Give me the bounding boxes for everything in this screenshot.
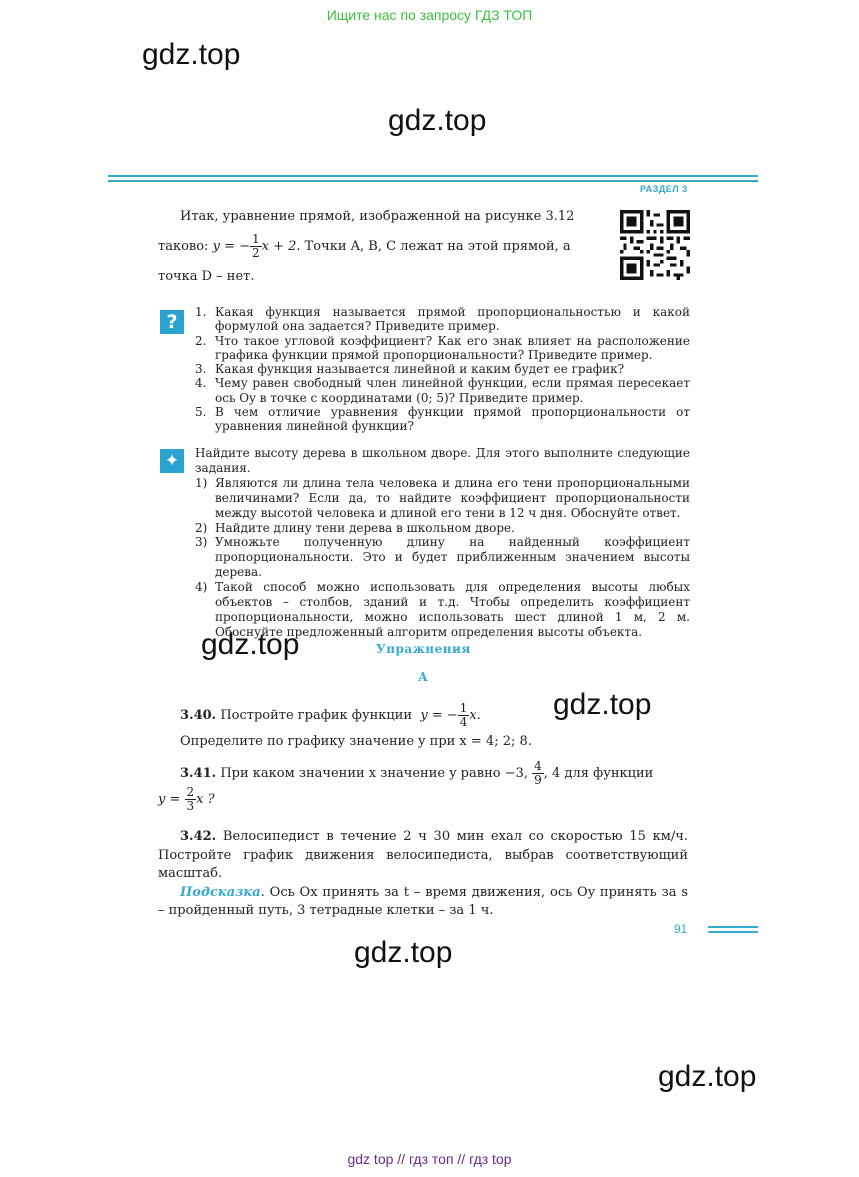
intro-paragraph <box>158 202 610 292</box>
list-item <box>195 535 690 580</box>
item-text: Чему равен свободный член линейной функции, если прямая пересекает ось Oy в точке с координатами (0; 5)? Приведите пример. <box>215 376 690 405</box>
item-number: 2. <box>195 333 207 348</box>
item-text: Найдите длину тени дерева в школьном дворе. <box>215 520 515 535</box>
exercise-3-42 <box>158 828 688 921</box>
header-rule <box>108 175 758 177</box>
intro-line-3: точка D – нет. <box>158 269 255 284</box>
list-item <box>195 405 690 434</box>
watermark: gdz.top <box>553 688 652 721</box>
list-item <box>195 476 690 521</box>
list-item <box>195 362 690 376</box>
exercise-number: 3.42. <box>180 829 217 844</box>
section-tag: РАЗДЕЛ 3 <box>640 184 688 194</box>
exercises-heading: Упражнения <box>376 642 471 656</box>
exercise-3-40-line2: Определите по графику значение y при x = 4; 2; 8. <box>180 734 532 749</box>
header-rule <box>108 180 758 182</box>
equation: x. <box>469 708 481 723</box>
footer-rule <box>708 926 758 928</box>
item-number: 5. <box>195 405 207 420</box>
level-label: А <box>418 670 429 684</box>
item-text: Являются ли длина тела человека и длина его тени пропорциональными величинами? Если да, то найдите коэффициент пропорциональности между высотой человека и длиной его тени в 12 ч дня. Обоснуйте ответ. <box>215 475 690 520</box>
fraction <box>458 702 470 729</box>
footer-rule <box>708 931 758 933</box>
numerator: 4 <box>534 759 542 773</box>
exercise-3-40 <box>180 702 481 729</box>
numerator: 2 <box>186 785 195 799</box>
intro-text: таково: <box>158 239 209 254</box>
item-number: 3. <box>195 362 207 377</box>
exercise-text: Велосипедист в течение 2 ч 30 мин ехал со скоростью 15 км/ч. Постройте график движения велосипедиста, выбрав соответствующий масштаб. <box>158 829 688 881</box>
exercise-number: 3.41. <box>180 766 217 781</box>
item-number: 4) <box>195 580 208 595</box>
equation: y = − <box>420 708 458 723</box>
item-text: В чем отличие уравнения функции прямой пропорциональности от уравнения линейной функции? <box>215 405 690 434</box>
equation: y = <box>158 792 181 807</box>
exercise-text: , 4 для функции <box>543 766 654 781</box>
fraction <box>250 233 262 260</box>
exercise-text: Постройте график функции <box>220 708 413 723</box>
item-number: 4. <box>195 376 207 391</box>
task-intro: Найдите высоту дерева в школьном дворе. Для этого выполните следующие задания. <box>195 446 690 475</box>
exercise-text: При каком значении x значение y равно −3, <box>220 766 528 781</box>
intro-text: . Точки A, B, C лежат на этой прямой, а <box>296 239 571 254</box>
item-number: 1. <box>195 305 207 319</box>
list-item <box>195 334 690 363</box>
fraction <box>532 760 544 787</box>
questions-list <box>195 305 690 434</box>
equation: x + 2 <box>261 239 297 254</box>
item-number: 3) <box>195 535 208 550</box>
denominator: 9 <box>534 773 542 787</box>
watermark: gdz.top <box>658 1060 757 1093</box>
watermark: gdz.top <box>388 104 487 137</box>
item-text: Какая функция называется линейной и каким будет ее график? <box>215 362 625 377</box>
hint-label: Подсказка <box>180 884 261 900</box>
item-number: 1) <box>195 475 208 490</box>
question-icon: ? <box>160 310 184 334</box>
denominator: 3 <box>186 799 195 813</box>
page-number: 91 <box>674 922 688 936</box>
watermark: gdz.top <box>201 628 300 661</box>
numerator: 1 <box>251 232 260 246</box>
denominator: 4 <box>459 715 468 729</box>
item-text: Умножьте полученную длину на найденный коэффициент пропорциональности. Это и будет приближенным значением высоты дерева. <box>215 535 690 580</box>
hint-text: . Ось Ox принять за t – время движения, ось Oy принять за s – пройденный путь, 3 тетрадные клетки – за 1 ч. <box>158 884 688 918</box>
list-item <box>195 521 690 536</box>
fraction <box>185 786 197 813</box>
bottom-banner[interactable]: gdz top // гдз топ // гдз top <box>347 1151 512 1167</box>
equation: x ? <box>196 792 215 807</box>
intro-line-2 <box>158 232 610 262</box>
qr-code-icon[interactable] <box>620 210 690 280</box>
task-block <box>195 446 690 640</box>
item-number: 2) <box>195 520 208 535</box>
watermark: gdz.top <box>142 38 241 71</box>
equation: y = − <box>212 239 250 254</box>
item-text: Какая функция называется прямой пропорциональностью и какой формулой она задается? Приведите пример. <box>215 305 690 334</box>
denominator: 2 <box>251 246 260 260</box>
intro-line-1: Итак, уравнение прямой, изображенной на рисунке 3.12 <box>180 209 575 224</box>
list-item <box>195 305 690 334</box>
watermark: gdz.top <box>354 936 453 969</box>
exercise-3-41-equation <box>158 786 215 813</box>
exercise-number: 3.40. <box>180 708 217 723</box>
top-banner[interactable]: Ищите нас по запросу ГДЗ ТОП <box>326 7 533 23</box>
exercise-3-41 <box>180 760 688 787</box>
item-text: Такой способ можно использовать для определения высоты любых объектов – столбов, зданий и т.д. Чтобы определить коэффициент пропорциональности, можно использовать шест длиной 1 м, 2 м. Обоснуйте предложенный алгоритм определения высоты объекта. <box>215 580 690 639</box>
numerator: 1 <box>459 701 468 715</box>
list-item <box>195 376 690 405</box>
sparkle-icon: ✦ <box>160 449 184 473</box>
item-text: Что такое угловой коэффициент? Как его знак влияет на расположение графика функции прямой пропорциональности? Приведите пример. <box>215 333 690 362</box>
